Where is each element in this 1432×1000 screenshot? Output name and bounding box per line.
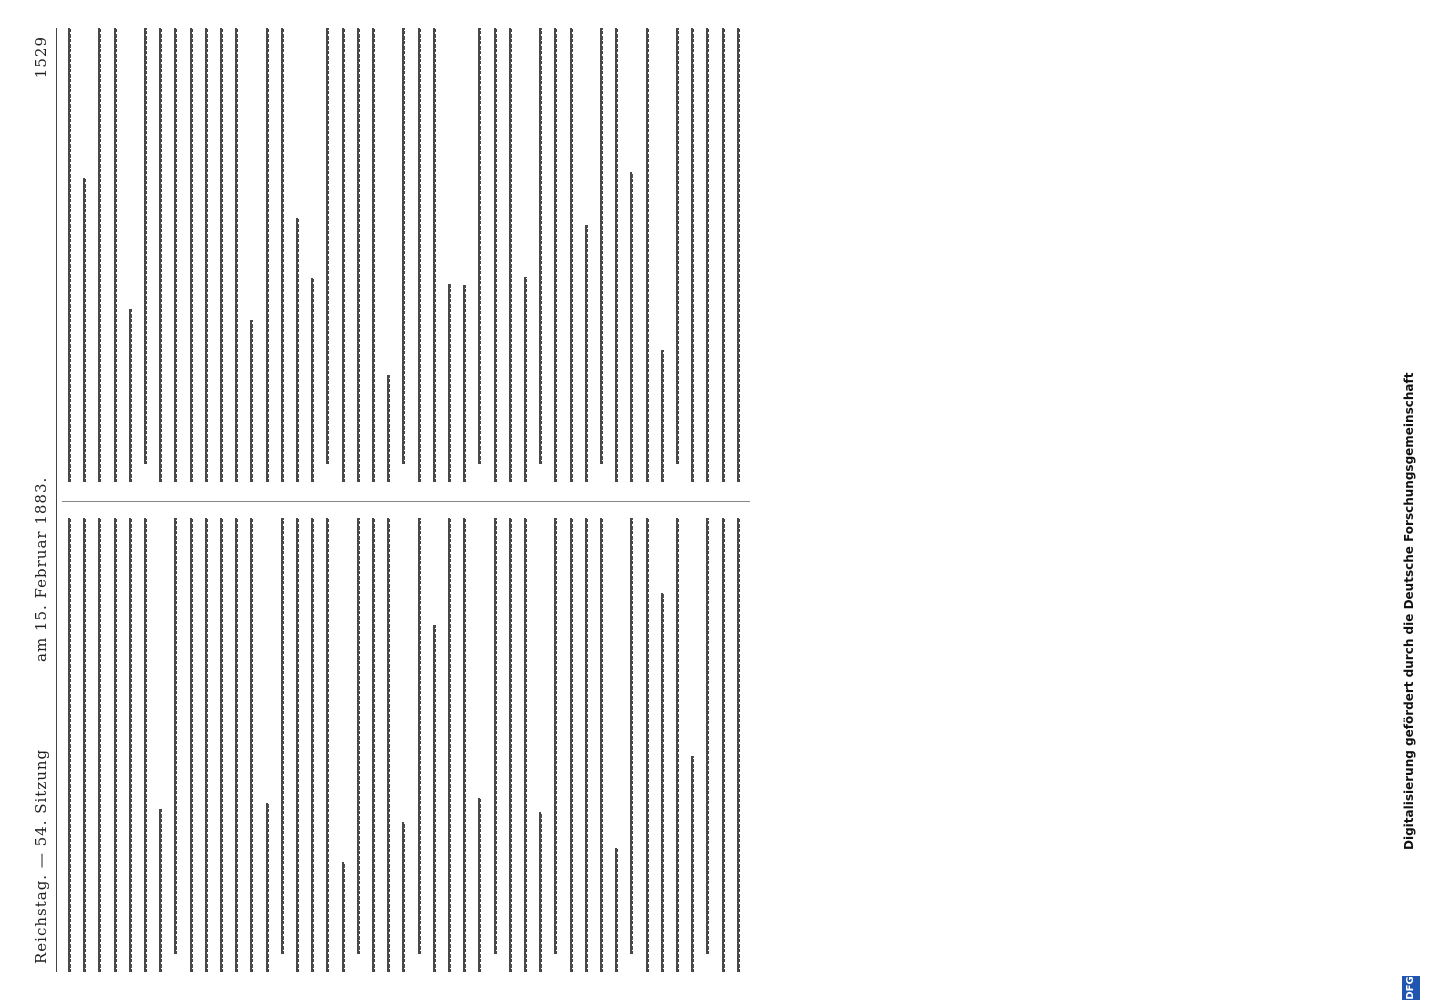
text-line: [630, 172, 633, 482]
text-line: [190, 518, 193, 972]
text-line: [387, 375, 390, 482]
dfg-credit-text: Digitalisierung gefördert durch die Deutsche Forschungsgemeinschaft: [1402, 372, 1416, 850]
header-left: Reichstag. — 54. Sitzung: [32, 748, 50, 964]
text-line: [235, 518, 238, 972]
text-line: [357, 28, 360, 482]
text-line: [250, 518, 253, 972]
text-line: [342, 28, 345, 482]
page-inner: [28, 28, 752, 972]
text-line: [539, 28, 542, 464]
text-line: [570, 518, 573, 972]
text-line: [311, 278, 314, 482]
text-line: [433, 28, 436, 482]
text-line: [281, 28, 284, 482]
text-line: [296, 218, 299, 482]
text-line: [129, 518, 132, 972]
text-line: [174, 28, 177, 482]
text-line: [691, 756, 694, 972]
text-line: [418, 518, 421, 954]
text-line: [646, 518, 649, 972]
text-line: [722, 28, 725, 482]
text-line: [691, 28, 694, 482]
text-line: [494, 28, 497, 482]
text-line: [463, 518, 466, 972]
text-line: [220, 518, 223, 972]
dfg-badge: DFG: [1402, 976, 1420, 1000]
text-line: [205, 28, 208, 482]
text-line: [706, 28, 709, 482]
text-line: [600, 518, 603, 972]
header-center: am 15. Februar 1883.: [32, 476, 50, 662]
text-line: [129, 309, 132, 482]
text-line: [83, 518, 86, 972]
text-line: [676, 518, 679, 972]
text-line: [68, 518, 71, 972]
text-line: [250, 320, 253, 482]
text-line: [433, 625, 436, 972]
text-line: [524, 277, 527, 482]
text-line: [83, 178, 86, 482]
text-line: [342, 862, 345, 972]
text-line: [114, 518, 117, 972]
text-line: [570, 28, 573, 482]
text-line: [585, 518, 588, 972]
text-line: [387, 518, 390, 972]
text-line: [418, 28, 421, 482]
text-line: [554, 518, 557, 954]
text-line: [144, 28, 147, 464]
text-line: [509, 28, 512, 482]
text-line: [463, 285, 466, 482]
text-line: [98, 518, 101, 972]
text-line: [448, 518, 451, 972]
text-line: [220, 28, 223, 482]
text-line: [311, 518, 314, 972]
text-line: [159, 28, 162, 482]
text-line: [205, 518, 208, 972]
text-line: [478, 798, 481, 972]
text-line: [174, 518, 177, 954]
text-line: [615, 28, 618, 482]
text-line: [402, 822, 405, 972]
text-line: [509, 518, 512, 972]
text-line: [98, 28, 101, 482]
text-line: [478, 28, 481, 464]
text-line: [159, 809, 162, 972]
text-line: [68, 28, 71, 482]
text-line: [190, 28, 193, 482]
text-line: [524, 518, 527, 972]
text-line: [114, 28, 117, 482]
text-line: [646, 28, 649, 482]
text-line: [494, 518, 497, 954]
text-line: [281, 518, 284, 954]
text-line: [585, 225, 588, 482]
column-divider: [62, 501, 750, 502]
text-line: [296, 518, 299, 972]
text-line: [326, 28, 329, 464]
text-line: [539, 812, 542, 972]
text-line: [448, 284, 451, 482]
text-line: [144, 518, 147, 972]
text-line: [630, 518, 633, 954]
dfg-credit: [1390, 0, 1432, 1000]
text-line: [372, 518, 375, 972]
text-line: [554, 28, 557, 482]
page-number: 1529: [32, 36, 50, 79]
text-line: [235, 28, 238, 482]
right-column: [62, 28, 750, 482]
text-line: [326, 518, 329, 972]
text-line: [722, 518, 725, 972]
text-line: [600, 28, 603, 464]
page-header: [28, 28, 57, 972]
text-line: [357, 518, 360, 954]
text-line: [615, 848, 618, 972]
text-line: [737, 518, 740, 972]
left-column: [62, 518, 750, 972]
text-line: [706, 518, 709, 954]
text-line: [372, 28, 375, 482]
text-line: [676, 28, 679, 464]
text-line: [661, 593, 664, 972]
text-line: [266, 28, 269, 482]
text-line: [402, 28, 405, 464]
text-line: [737, 28, 740, 482]
text-line: [266, 803, 269, 972]
text-line: [661, 350, 664, 482]
